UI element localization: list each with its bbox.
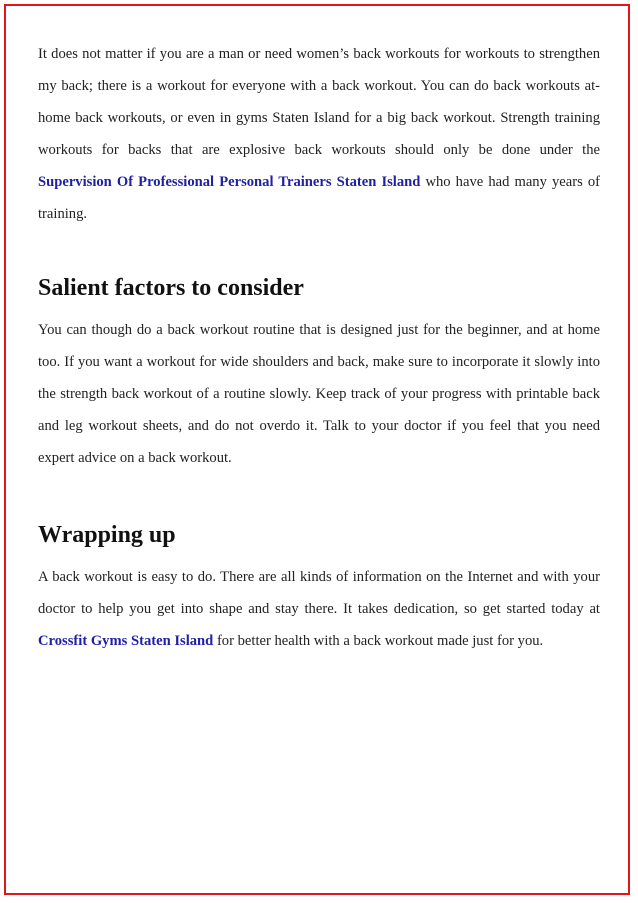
wrapping-up-heading: Wrapping up bbox=[38, 522, 176, 548]
wrapping-text-before: A back workout is easy to do. There are all kinds of information on the Internet and with your doctor to help you get into shape and stay there. It takes dedication, so get started today at bbox=[38, 569, 600, 617]
crossfit-gyms-link[interactable]: Crossfit Gyms Staten Island bbox=[38, 633, 214, 649]
intro-text-after: who have had many years of training. bbox=[38, 174, 600, 222]
intro-paragraph bbox=[38, 38, 600, 230]
salient-factors-heading: Salient factors to consider bbox=[38, 275, 304, 301]
salient-factors-paragraph: You can though do a back workout routine that is designed just for the beginner, and at home too. If you want a workout for wide shoulders and back, make sure to incorporate it slowly into the strength back workout of a routine slowly. Keep track of your progress with printable back and leg workout sheets, and do not overdo it. Talk to your doctor if you feel that you need expert advice on a back workout. bbox=[38, 322, 600, 466]
wrapping-text-after: for better health with a back workout made just for you. bbox=[213, 633, 544, 649]
supervision-trainers-link[interactable]: Supervision Of Professional Personal Trainers Staten Island bbox=[38, 174, 421, 190]
wrapping-up-paragraph bbox=[38, 561, 600, 657]
document-content bbox=[38, 38, 600, 657]
intro-text-before: It does not matter if you are a man or need women’s back workouts for workouts to strengthen my back; there is a workout for everyone with a back workout. You can do back workouts at-home back workouts, or even in gyms Staten Island for a big back workout. Strength training workouts for backs that are explosive back workouts should only be done under the bbox=[38, 46, 600, 158]
